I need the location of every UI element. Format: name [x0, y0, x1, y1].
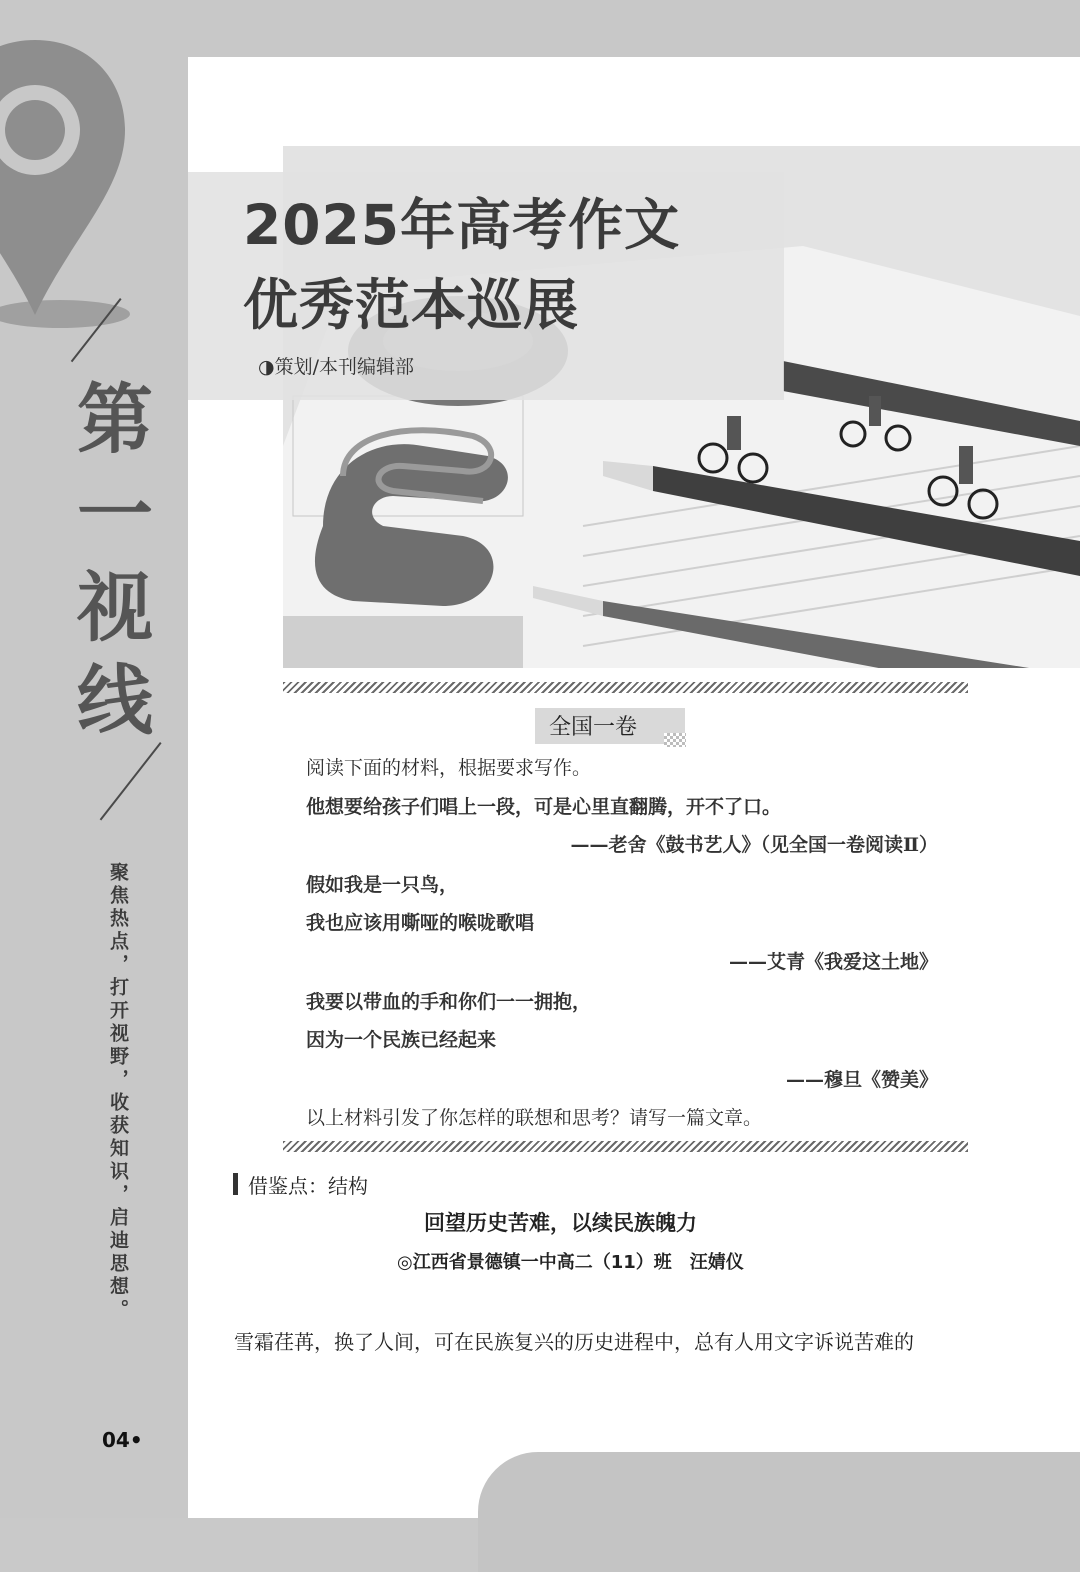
quote-1: 他想要给孩子们唱上一段，可是心里直翻腾，开不了口。: [306, 796, 782, 818]
quote-3-line-2: 因为一个民族已经起来: [306, 1029, 497, 1051]
quote-2-line-1: 假如我是一只鸟，: [306, 874, 459, 896]
page-title-line-2: 优秀范本巡展: [243, 273, 580, 337]
checker-decoration: [664, 733, 686, 747]
section-title-char: 视: [77, 563, 153, 652]
essay-title: 回望历史苦难，以续民族魄力: [424, 1210, 697, 1235]
lesson-marker: [233, 1173, 238, 1195]
section-title-char: 第: [77, 375, 153, 464]
sidebar-tagline: 聚焦热点，打开视野，收获知识，启迪思想。: [107, 862, 129, 1322]
essay-body: 雪霜荏苒，换了人间，可在民族复兴的历史进程中，总有人用文字诉说苦难的: [234, 1330, 914, 1354]
hatched-divider: [283, 682, 968, 693]
prompt-requirement: 以上材料引发了你怎样的联想和思考？请写一篇文章。: [306, 1107, 763, 1129]
byline: ◑策划/本刊编辑部: [258, 356, 414, 378]
source-2: ——艾青《我爱这土地》: [728, 951, 938, 973]
source-3: ——穆旦《赞美》: [785, 1069, 938, 1091]
quote-3-line-1: 我要以带血的手和你们一一拥抱，: [306, 991, 592, 1013]
page-number: 04•: [102, 1428, 143, 1452]
essay-author: ◎江西省景德镇一中高二（11）班 汪婧仪: [397, 1252, 744, 1273]
location-pin-icon: [0, 30, 130, 330]
footer-decoration: [478, 1452, 1080, 1572]
exam-label: 全国一卷: [549, 715, 638, 740]
quote-2-line-2: 我也应该用嘶哑的喉咙歌唱: [306, 912, 535, 934]
page-title-line-1: 2025年高考作文: [243, 193, 681, 257]
hatched-divider: [283, 1141, 968, 1152]
section-title-char: 一: [77, 470, 153, 559]
section-title-char: 线: [77, 656, 153, 745]
prompt-intro: 阅读下面的材料，根据要求写作。: [306, 757, 592, 779]
lesson-point: 借鉴点：结构: [248, 1174, 368, 1198]
source-1: ——老舍《鼓书艺人》（见全国一卷阅读Ⅱ）: [570, 834, 938, 856]
